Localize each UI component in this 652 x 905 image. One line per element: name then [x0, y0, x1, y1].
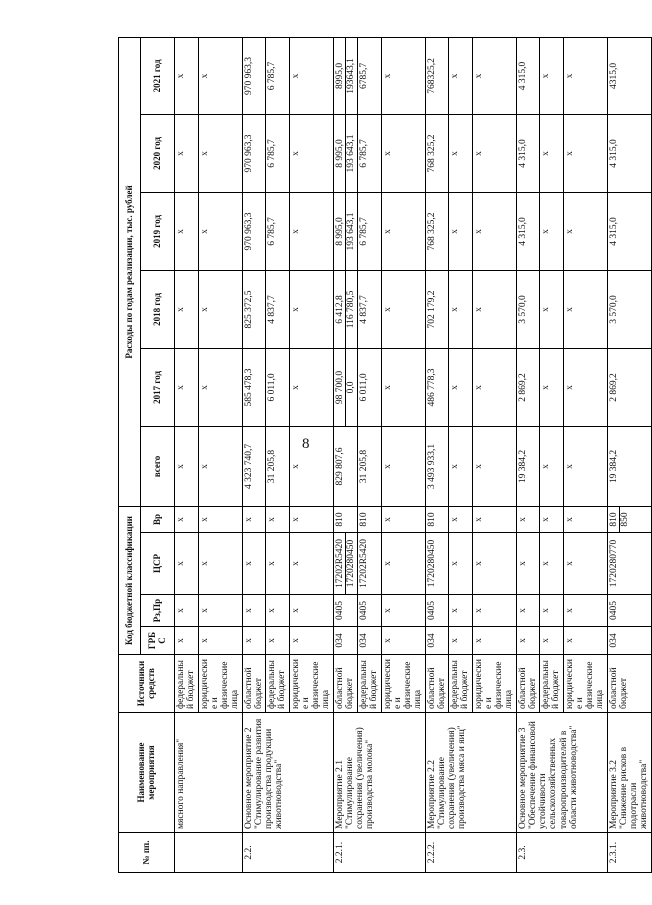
code-grbs: x — [381, 627, 425, 655]
code-csr-part: 1720280450 — [345, 533, 356, 594]
year-amount: x — [449, 114, 473, 192]
header-rzpr: Рз,Пр — [141, 595, 175, 627]
code-grbs: x — [242, 627, 266, 655]
year-amount: x — [289, 192, 333, 270]
year-amount-part: 193 643,1 — [345, 193, 356, 270]
code-rzpr: x — [472, 595, 516, 627]
code-csr — [333, 533, 358, 595]
year-amount: 4 315,0 — [516, 114, 540, 192]
year-amount: 768 325,2 — [425, 114, 449, 192]
year-amount: x — [540, 192, 564, 270]
activity-name: Мероприятие 2.2 "Стимулирование сохранения (увеличения) производства мяса и яиц" — [425, 713, 516, 833]
year-amount — [333, 270, 358, 348]
funding-source: юридические и физические лица — [381, 655, 425, 713]
header-vr: Вр — [141, 506, 175, 532]
year-amount: x — [175, 348, 199, 426]
total-amount: x — [198, 426, 242, 506]
code-csr: x — [563, 533, 607, 595]
year-amount: x — [472, 192, 516, 270]
code-vr: x — [563, 506, 607, 532]
code-rzpr: 0405 — [358, 595, 382, 627]
year-amount: 970 963,3 — [242, 37, 266, 114]
code-rzpr: 0405 — [607, 595, 651, 627]
code-grbs: 034 — [333, 627, 358, 655]
funding-source: юридические и физические лица — [563, 655, 607, 713]
year-amount: x — [175, 37, 199, 114]
code-csr: x — [449, 533, 473, 595]
header-year: 2018 год — [141, 270, 175, 348]
year-amount: 825 372,5 — [242, 270, 266, 348]
year-amount: x — [198, 192, 242, 270]
code-csr: 1720280450 — [425, 533, 449, 595]
year-amount: 702 179,2 — [425, 270, 449, 348]
code-grbs: x — [472, 627, 516, 655]
year-amount: 6 785,7 — [358, 192, 382, 270]
code-vr: x — [266, 506, 290, 532]
year-amount: x — [449, 192, 473, 270]
year-amount: x — [381, 192, 425, 270]
code-csr: x — [540, 533, 564, 595]
code-grbs: 034 — [425, 627, 449, 655]
year-amount: x — [540, 114, 564, 192]
code-grbs: 034 — [358, 627, 382, 655]
year-amount: x — [175, 114, 199, 192]
row-number — [175, 833, 243, 873]
year-amount: x — [449, 37, 473, 114]
year-amount: 6 011,0 — [358, 348, 382, 426]
year-amount-part: 6 412,8 — [334, 295, 345, 324]
code-csr: x — [266, 533, 290, 595]
year-amount: x — [198, 270, 242, 348]
year-amount: x — [563, 270, 607, 348]
funding-source: юридические и физические лица — [198, 655, 242, 713]
year-amount: 4 837,7 — [266, 270, 290, 348]
year-amount: 6 785,7 — [266, 37, 290, 114]
year-amount: x — [175, 270, 199, 348]
code-csr: x — [242, 533, 266, 595]
year-amount-part: 8 995,0 — [334, 217, 345, 246]
code-grbs: x — [516, 627, 540, 655]
activity-name: Мероприятие 3.2 "Снижение рисков в подотрасли животноводства" — [607, 713, 651, 833]
code-rzpr: x — [516, 595, 540, 627]
year-amount-part: 0,0 — [345, 349, 356, 426]
year-amount: 4315,0 — [607, 37, 651, 114]
code-rzpr: x — [563, 595, 607, 627]
code-rzpr: x — [198, 595, 242, 627]
code-grbs: x — [540, 627, 564, 655]
code-vr: 810 — [425, 506, 449, 532]
year-amount: 4 315,0 — [516, 192, 540, 270]
year-amount: x — [381, 37, 425, 114]
year-amount: x — [449, 348, 473, 426]
code-vr-part: 850 — [619, 507, 630, 532]
code-vr: x — [381, 506, 425, 532]
total-amount: 19 384,2 — [607, 426, 651, 506]
row-number: 2.2. — [242, 833, 333, 873]
activity-name: мясного направления" — [175, 713, 243, 833]
year-amount: x — [472, 37, 516, 114]
year-amount-part: 98 700,0 — [334, 370, 345, 405]
year-amount: 4 837,7 — [358, 270, 382, 348]
year-amount: 486 778,3 — [425, 348, 449, 426]
code-grbs: 034 — [607, 627, 651, 655]
year-amount: 6 011,0 — [266, 348, 290, 426]
year-amount: x — [540, 348, 564, 426]
funding-source: юридические и физические лица — [289, 655, 333, 713]
year-amount: x — [472, 348, 516, 426]
code-vr: 810 — [333, 506, 358, 532]
year-amount: x — [175, 192, 199, 270]
year-amount — [333, 348, 358, 426]
year-amount-part: 193 643,1 — [345, 115, 356, 192]
year-amount: x — [381, 348, 425, 426]
year-amount — [333, 114, 358, 192]
code-grbs: x — [198, 627, 242, 655]
table-row — [242, 37, 266, 872]
code-csr: 1720280770 — [607, 533, 651, 595]
funding-source: областной бюджет — [333, 655, 358, 713]
total-amount: 19 384,2 — [516, 426, 540, 506]
total-amount: x — [289, 426, 333, 506]
code-vr: x — [449, 506, 473, 532]
year-amount: 6 785,7 — [358, 114, 382, 192]
total-amount: x — [449, 426, 473, 506]
code-csr: x — [472, 533, 516, 595]
funding-source: федеральный бюджет — [540, 655, 564, 713]
header-source: Источники средств — [119, 655, 175, 713]
activity-name: Основное мероприятие 3 "Обеспечение финансовой устойчивости сельскохозяйственных товаропроизводителей в области животноводства" — [516, 713, 607, 833]
table-row — [425, 37, 449, 872]
code-csr: x — [198, 533, 242, 595]
code-rzpr: x — [266, 595, 290, 627]
total-amount: x — [563, 426, 607, 506]
code-vr: x — [198, 506, 242, 532]
year-amount: 3 570,0 — [516, 270, 540, 348]
funding-source: юридические и физические лица — [472, 655, 516, 713]
code-grbs: x — [449, 627, 473, 655]
year-amount: x — [472, 114, 516, 192]
year-amount: x — [540, 37, 564, 114]
funding-source: федеральный бюджет — [175, 655, 199, 713]
table-row — [516, 37, 540, 872]
code-vr: x — [472, 506, 516, 532]
funding-source: федеральный бюджет — [358, 655, 382, 713]
year-amount: 4 315,0 — [607, 192, 651, 270]
code-rzpr: x — [540, 595, 564, 627]
header-expenses: Расходы по годам реализации, тыс. рублей — [119, 37, 141, 506]
funding-source: областной бюджет — [516, 655, 540, 713]
year-amount: 585 478,3 — [242, 348, 266, 426]
total-amount: 4 323 740,7 — [242, 426, 266, 506]
code-csr: 17202R5420 — [358, 533, 382, 595]
year-amount: x — [198, 114, 242, 192]
year-amount: 768 325,2 — [425, 192, 449, 270]
header-year: 2021 год — [141, 37, 175, 114]
code-rzpr: 0405 — [333, 595, 358, 627]
budget-table — [118, 37, 652, 873]
year-amount: x — [289, 348, 333, 426]
row-number: 2.3. — [516, 833, 607, 873]
year-amount: 970 963,3 — [242, 192, 266, 270]
year-amount: 3 570,0 — [607, 270, 651, 348]
year-amount: x — [289, 270, 333, 348]
code-vr: x — [516, 506, 540, 532]
funding-source: областной бюджет — [425, 655, 449, 713]
code-vr: x — [289, 506, 333, 532]
year-amount: 768325,2 — [425, 37, 449, 114]
header-num: № пп. — [119, 833, 175, 873]
total-amount: x — [540, 426, 564, 506]
year-amount: 6 785,7 — [266, 114, 290, 192]
year-amount: 6785,7 — [358, 37, 382, 114]
year-amount-part: 116 780,5 — [345, 271, 356, 348]
code-vr: 810 — [358, 506, 382, 532]
activity-name: Мероприятие 2.1 "Стимулирование сохранения (увеличения) производства молока" — [333, 713, 425, 833]
code-grbs: x — [289, 627, 333, 655]
table-row — [607, 37, 651, 872]
year-amount: 2 869,2 — [516, 348, 540, 426]
funding-source: федеральный бюджет — [449, 655, 473, 713]
year-amount: x — [381, 114, 425, 192]
code-vr-part: 810 — [608, 512, 619, 527]
year-amount: x — [289, 114, 333, 192]
total-amount: x — [472, 426, 516, 506]
year-amount: x — [198, 348, 242, 426]
year-amount: 4 315,0 — [516, 37, 540, 114]
total-amount: 829 807,6 — [333, 426, 358, 506]
header-grbs: ГРБС — [141, 627, 175, 655]
funding-source: областной бюджет — [242, 655, 266, 713]
header-csr: ЦСР — [141, 533, 175, 595]
total-amount: x — [175, 426, 199, 506]
year-amount: x — [449, 270, 473, 348]
year-amount: x — [198, 37, 242, 114]
funding-source: федеральный бюджет — [266, 655, 290, 713]
code-grbs: x — [175, 627, 199, 655]
header-budget-class: Код бюджетной классификации — [119, 506, 141, 654]
row-number: 2.2.2. — [425, 833, 516, 873]
code-rzpr: 0405 — [425, 595, 449, 627]
activity-name: Основное мероприятие 2 "Стимулирование развития производства продукции животноводства" — [242, 713, 333, 833]
year-amount: x — [563, 192, 607, 270]
table-row — [175, 37, 199, 872]
page-number: 8 — [302, 436, 310, 452]
header-year: 2020 год — [141, 114, 175, 192]
code-csr: x — [289, 533, 333, 595]
code-vr: x — [540, 506, 564, 532]
table-row — [333, 37, 358, 872]
code-csr: x — [381, 533, 425, 595]
code-rzpr: x — [381, 595, 425, 627]
code-grbs: x — [563, 627, 607, 655]
year-amount-part: 8995,0 — [334, 62, 345, 90]
year-amount — [333, 37, 358, 114]
code-rzpr: x — [449, 595, 473, 627]
year-amount: x — [381, 270, 425, 348]
year-amount — [333, 192, 358, 270]
year-amount: x — [563, 114, 607, 192]
total-amount: 31 205,8 — [358, 426, 382, 506]
code-csr: x — [175, 533, 199, 595]
year-amount: x — [563, 348, 607, 426]
year-amount: 970 963,3 — [242, 114, 266, 192]
code-vr — [607, 506, 651, 532]
code-rzpr: x — [175, 595, 199, 627]
code-csr: x — [516, 533, 540, 595]
code-grbs: x — [266, 627, 290, 655]
code-csr-part: 17202R5420 — [334, 538, 345, 589]
table-body — [175, 37, 652, 872]
row-number: 2.3.1. — [607, 833, 651, 873]
header-year: 2019 год — [141, 192, 175, 270]
row-number: 2.2.1. — [333, 833, 425, 873]
code-rzpr: x — [289, 595, 333, 627]
total-amount: x — [381, 426, 425, 506]
year-amount: x — [563, 37, 607, 114]
total-amount: 31 205,8 — [266, 426, 290, 506]
header-total: всего — [141, 426, 175, 506]
year-amount: 2 869,2 — [607, 348, 651, 426]
year-amount: 4 315,0 — [607, 114, 651, 192]
year-amount: 6 785,7 — [266, 192, 290, 270]
year-amount: x — [540, 270, 564, 348]
year-amount: x — [289, 37, 333, 114]
rotated-table-wrapper — [118, 38, 650, 873]
year-amount: x — [472, 270, 516, 348]
total-amount: 3 493 933,1 — [425, 426, 449, 506]
funding-source: областной бюджет — [607, 655, 651, 713]
code-vr: x — [242, 506, 266, 532]
code-rzpr: x — [242, 595, 266, 627]
header-name: Наименование мероприятия — [119, 713, 175, 833]
year-amount-part: 8 995,0 — [334, 139, 345, 168]
code-vr: x — [175, 506, 199, 532]
header-year: 2017 год — [141, 348, 175, 426]
year-amount-part: 193643,1 — [345, 38, 356, 114]
